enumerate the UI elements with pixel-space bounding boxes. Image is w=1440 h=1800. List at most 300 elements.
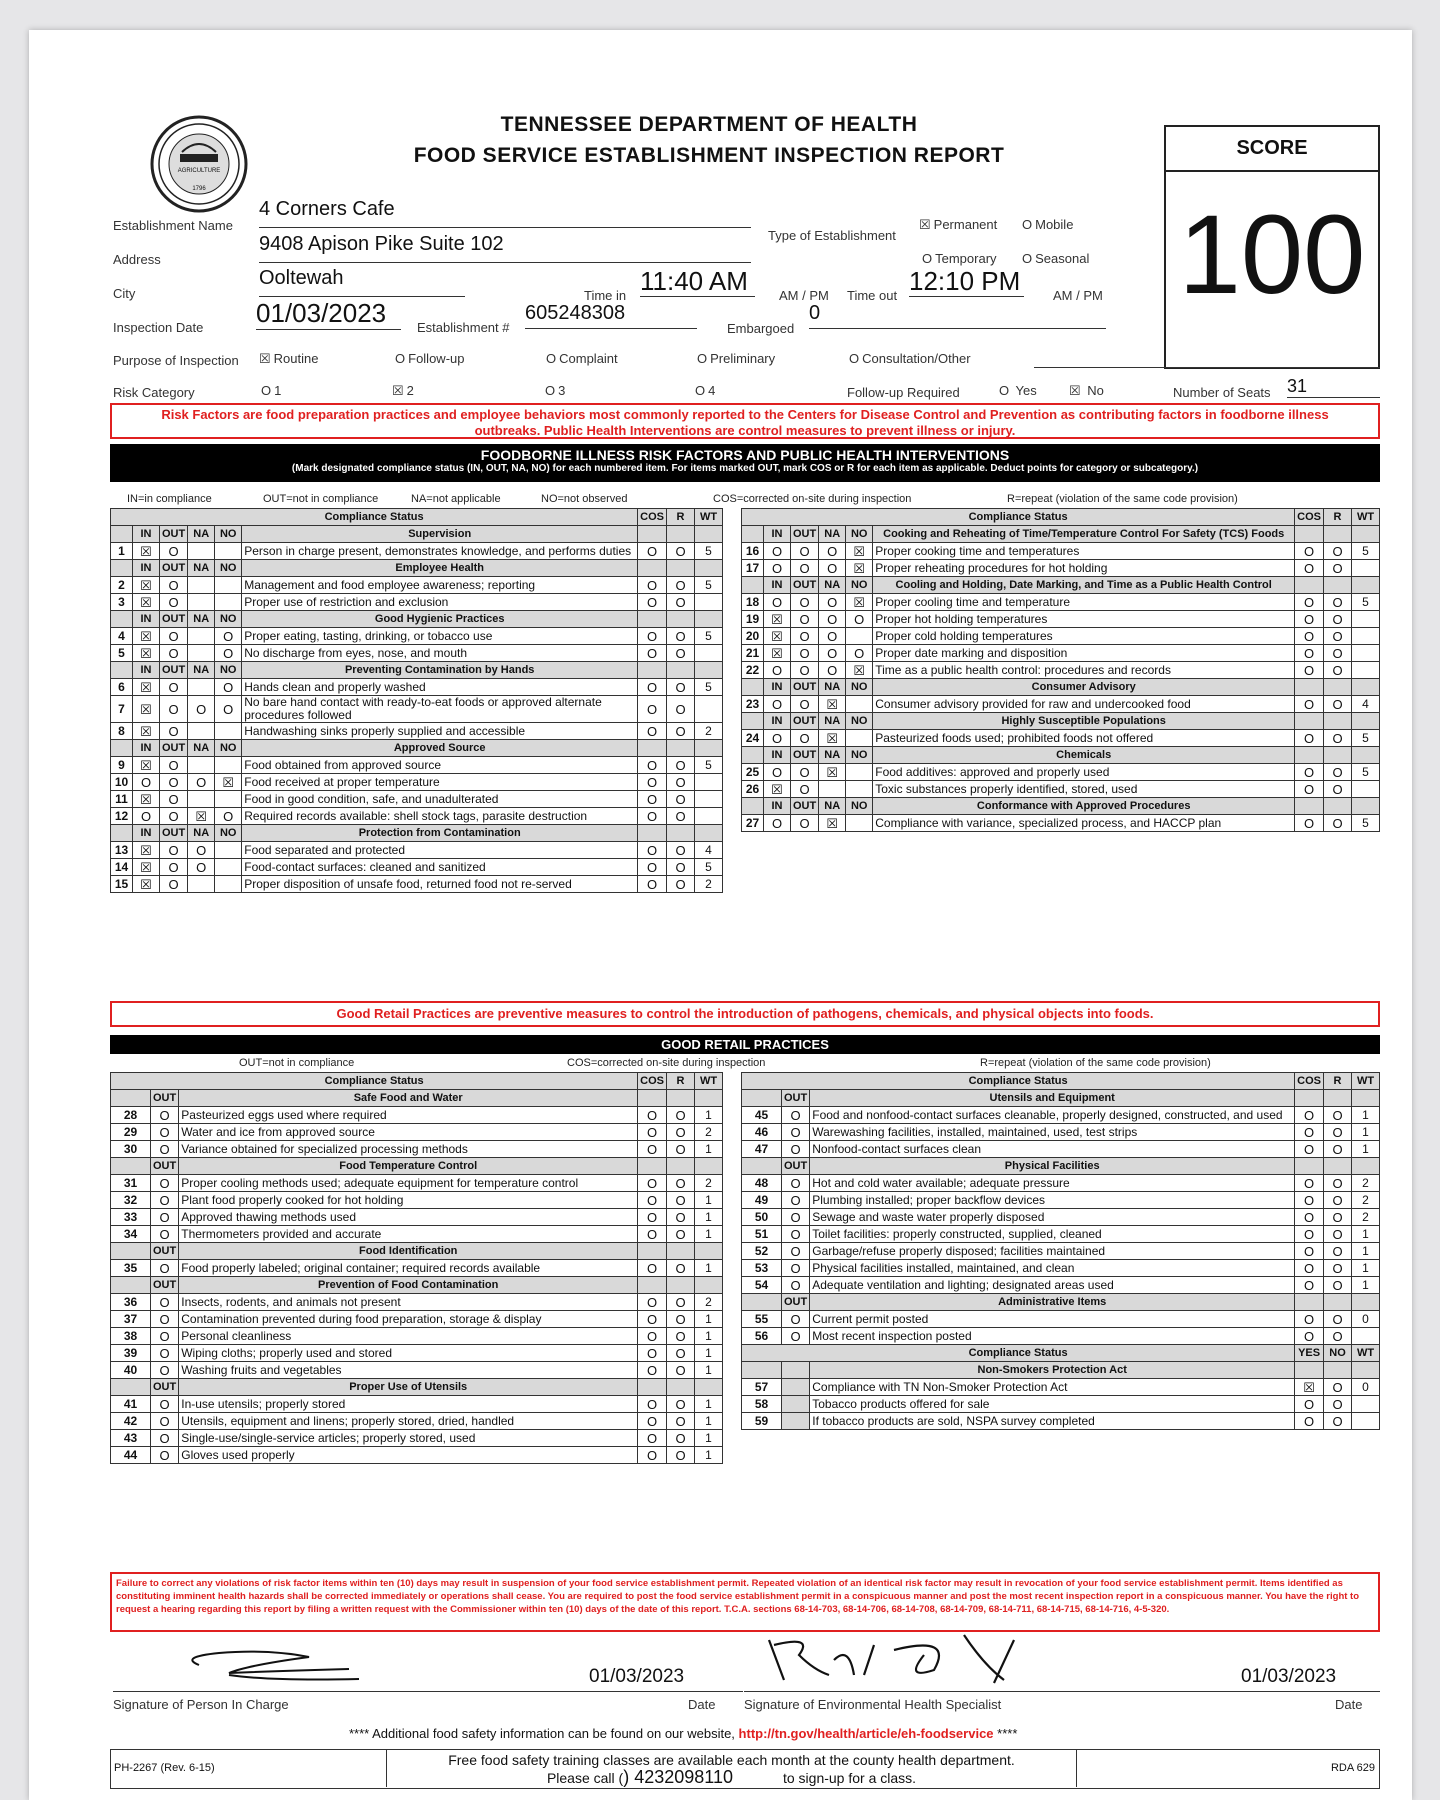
r-mark[interactable]: O	[667, 1294, 695, 1311]
status-out-mark[interactable]: O	[791, 662, 819, 679]
status-out-mark[interactable]: O	[791, 543, 819, 560]
risk-factors-banner: Risk Factors are food preparation practices and employee behaviors most commonly reported to the Centers for Disease Control and Prevention as contributing factors in foodborne illness outbreaks. Public Health Interventions are control measures to prevent illness or injury.	[110, 403, 1380, 439]
r-mark[interactable]: O	[667, 808, 695, 825]
r-mark[interactable]: O	[667, 1430, 695, 1447]
r-mark[interactable]: O	[1324, 730, 1352, 747]
status-in-mark[interactable]: O	[764, 560, 791, 577]
out-mark[interactable]: O	[151, 1107, 179, 1124]
status-out-mark[interactable]: O	[791, 696, 819, 713]
item-number: 50	[742, 1209, 782, 1226]
out-mark[interactable]: O	[151, 1260, 179, 1277]
cos-mark[interactable]: O	[1295, 1107, 1324, 1124]
status-na-mark[interactable]: ☒	[819, 696, 846, 713]
no-mark[interactable]: O	[1324, 1413, 1352, 1430]
cos-mark[interactable]: O	[638, 1413, 667, 1430]
cos-mark[interactable]: O	[638, 1311, 667, 1328]
time-out-field: 12:10 PM	[909, 266, 1024, 297]
weight: 0	[1352, 1379, 1380, 1396]
cos-mark[interactable]: O	[638, 1396, 667, 1413]
status-in-mark[interactable]: ☒	[133, 723, 160, 740]
section-title: Proper Use of Utensils	[179, 1379, 638, 1396]
r-mark[interactable]: O	[667, 1345, 695, 1362]
status-na-mark[interactable]	[188, 876, 215, 893]
r-mark[interactable]: O	[1324, 628, 1352, 645]
status-in-mark[interactable]: O	[764, 696, 791, 713]
status-no-mark[interactable]	[215, 791, 242, 808]
status-na-mark[interactable]: ☒	[819, 730, 846, 747]
status-out-mark[interactable]: O	[791, 815, 819, 832]
cos-mark[interactable]: O	[638, 594, 667, 611]
cos-mark[interactable]: O	[638, 1260, 667, 1277]
r-mark[interactable]: O	[667, 1311, 695, 1328]
cos-mark[interactable]: O	[638, 1107, 667, 1124]
out-mark[interactable]: O	[151, 1294, 179, 1311]
status-na-mark[interactable]	[188, 577, 215, 594]
cos-mark[interactable]: O	[1295, 1277, 1324, 1294]
r-mark[interactable]: O	[1324, 1328, 1352, 1345]
out-mark[interactable]: O	[151, 1209, 179, 1226]
status-in-mark[interactable]: O	[764, 764, 791, 781]
cos-mark[interactable]: O	[1295, 1209, 1324, 1226]
status-no-mark[interactable]: O	[215, 679, 242, 696]
status-out-mark[interactable]: O	[160, 628, 188, 645]
cos-mark[interactable]: O	[1295, 1260, 1324, 1277]
status-no-mark[interactable]: ☒	[215, 774, 242, 791]
r-mark[interactable]: O	[667, 723, 695, 740]
col-header: IN	[133, 526, 160, 543]
status-in-mark[interactable]: ☒	[133, 842, 160, 859]
status-no-mark[interactable]	[215, 876, 242, 893]
status-out-mark[interactable]: O	[160, 842, 188, 859]
item-number: 13	[111, 842, 133, 859]
status-out-mark[interactable]: O	[160, 679, 188, 696]
status-na-mark[interactable]: O	[819, 628, 846, 645]
cos-mark[interactable]: O	[638, 1345, 667, 1362]
status-out-mark[interactable]: O	[160, 577, 188, 594]
cos-mark[interactable]: O	[638, 859, 667, 876]
status-in-mark[interactable]: ☒	[133, 594, 160, 611]
cos-mark[interactable]: O	[1295, 662, 1324, 679]
status-in-mark[interactable]: O	[764, 543, 791, 560]
r-mark[interactable]: O	[667, 628, 695, 645]
item-row	[111, 1226, 723, 1243]
consultation-other-line	[1034, 366, 1380, 368]
cos-mark[interactable]: O	[638, 808, 667, 825]
status-no-mark[interactable]	[846, 815, 873, 832]
status-in-mark[interactable]: ☒	[133, 679, 160, 696]
status-no-mark[interactable]: ☒	[846, 594, 873, 611]
status-no-mark[interactable]	[846, 730, 873, 747]
status-na-mark[interactable]: ☒	[188, 808, 215, 825]
cos-mark[interactable]: O	[638, 757, 667, 774]
r-mark[interactable]: O	[667, 1107, 695, 1124]
status-in-mark[interactable]: O	[133, 808, 160, 825]
status-na-mark[interactable]	[188, 628, 215, 645]
r-mark[interactable]: O	[1324, 1209, 1352, 1226]
cos-mark[interactable]: O	[638, 577, 667, 594]
r-mark[interactable]: O	[667, 543, 695, 560]
r-mark[interactable]: O	[1324, 1107, 1352, 1124]
cos-mark[interactable]: O	[638, 1328, 667, 1345]
cos-mark[interactable]: O	[1295, 560, 1324, 577]
status-out-mark[interactable]: O	[160, 543, 188, 560]
status-in-mark[interactable]: ☒	[133, 628, 160, 645]
r-mark[interactable]: O	[667, 876, 695, 893]
blank	[667, 560, 695, 577]
weight: 4	[1352, 696, 1380, 713]
r-mark[interactable]: O	[1324, 1243, 1352, 1260]
item-description: Hot and cold water available; adequate pressure	[810, 1175, 1295, 1192]
blank	[638, 560, 667, 577]
cos-mark[interactable]: O	[638, 774, 667, 791]
cos-mark[interactable]: O	[1295, 611, 1324, 628]
status-na-mark[interactable]	[188, 757, 215, 774]
out-mark[interactable]: O	[782, 1141, 810, 1158]
status-in-mark[interactable]: ☒	[133, 543, 160, 560]
blank	[1324, 1294, 1352, 1311]
weight	[1352, 1413, 1380, 1430]
item-description: Plumbing installed; proper backflow devices	[810, 1192, 1295, 1209]
r-mark[interactable]: O	[1324, 1141, 1352, 1158]
status-na-mark[interactable]: ☒	[819, 764, 846, 781]
r-mark[interactable]: O	[667, 1328, 695, 1345]
r-mark[interactable]: O	[1324, 611, 1352, 628]
cos-mark[interactable]: O	[638, 1430, 667, 1447]
time-in-ampm: AM / PM	[779, 288, 829, 303]
cos-mark[interactable]: O	[1295, 764, 1324, 781]
r-mark[interactable]: O	[667, 1209, 695, 1226]
out-mark[interactable]: O	[782, 1277, 810, 1294]
cos-mark[interactable]: O	[638, 1141, 667, 1158]
status-out-mark[interactable]: O	[160, 723, 188, 740]
col-header: NO	[215, 611, 242, 628]
status-na-mark[interactable]: O	[188, 859, 215, 876]
cos-mark[interactable]: O	[638, 543, 667, 560]
out-mark[interactable]: O	[151, 1396, 179, 1413]
status-na-mark[interactable]: O	[819, 543, 846, 560]
status-no-mark[interactable]	[215, 594, 242, 611]
section-row	[111, 740, 723, 757]
out-mark[interactable]: O	[151, 1328, 179, 1345]
cos-mark[interactable]: O	[638, 679, 667, 696]
cos-mark[interactable]: O	[1295, 1311, 1324, 1328]
cos-mark[interactable]: O	[1295, 1124, 1324, 1141]
status-out-mark[interactable]: O	[160, 757, 188, 774]
r-mark[interactable]: O	[1324, 815, 1352, 832]
section-title: Preventing Contamination by Hands	[242, 662, 638, 679]
weight: 1	[1352, 1124, 1380, 1141]
r-mark[interactable]: O	[667, 1124, 695, 1141]
cos-mark[interactable]: O	[638, 628, 667, 645]
status-no-mark[interactable]	[215, 723, 242, 740]
weight: 2	[1352, 1192, 1380, 1209]
blank	[1352, 1362, 1380, 1379]
item-number: 48	[742, 1175, 782, 1192]
cos-mark[interactable]: O	[1295, 1226, 1324, 1243]
blank	[1295, 1362, 1324, 1379]
status-in-mark[interactable]: ☒	[764, 781, 791, 798]
out-mark[interactable]: O	[782, 1243, 810, 1260]
r-mark[interactable]: O	[667, 645, 695, 662]
r-mark[interactable]: O	[1324, 662, 1352, 679]
status-out-mark[interactable]: O	[791, 594, 819, 611]
out-mark[interactable]: O	[782, 1124, 810, 1141]
r-mark[interactable]: O	[1324, 1277, 1352, 1294]
status-na-mark[interactable]: O	[188, 842, 215, 859]
status-in-mark[interactable]: ☒	[133, 696, 160, 723]
status-out-mark[interactable]: O	[791, 560, 819, 577]
r-mark[interactable]: O	[1324, 594, 1352, 611]
status-no-mark[interactable]	[215, 543, 242, 560]
cos-mark[interactable]: O	[638, 696, 667, 723]
status-na-mark[interactable]	[188, 679, 215, 696]
out-mark[interactable]: O	[151, 1226, 179, 1243]
cos-mark[interactable]: O	[1295, 1192, 1324, 1209]
status-na-mark[interactable]	[188, 645, 215, 662]
cos-mark[interactable]: O	[638, 723, 667, 740]
r-mark[interactable]: O	[667, 679, 695, 696]
blank-num	[111, 611, 133, 628]
cos-mark[interactable]: O	[1295, 1175, 1324, 1192]
status-in-mark[interactable]: ☒	[133, 577, 160, 594]
cos-mark[interactable]: O	[638, 645, 667, 662]
status-in-mark[interactable]: ☒	[133, 645, 160, 662]
status-no-mark[interactable]: O	[846, 611, 873, 628]
status-na-mark[interactable]	[188, 594, 215, 611]
status-no-mark[interactable]: O	[215, 645, 242, 662]
cos-mark[interactable]: O	[638, 1447, 667, 1464]
cos-mark[interactable]: O	[1295, 594, 1324, 611]
status-in-mark[interactable]: ☒	[133, 859, 160, 876]
status-no-mark[interactable]	[846, 696, 873, 713]
r-mark[interactable]: O	[667, 774, 695, 791]
status-no-mark[interactable]: O	[215, 628, 242, 645]
col-header: OUT	[791, 526, 819, 543]
cos-mark[interactable]: O	[638, 1175, 667, 1192]
no-mark[interactable]: O	[1324, 1396, 1352, 1413]
yes-mark[interactable]: O	[1295, 1413, 1324, 1430]
r-mark[interactable]: O	[667, 594, 695, 611]
status-no-mark[interactable]	[215, 577, 242, 594]
status-na-mark[interactable]: O	[819, 611, 846, 628]
r-mark[interactable]: O	[1324, 543, 1352, 560]
status-no-mark[interactable]	[846, 628, 873, 645]
status-na-mark[interactable]: O	[188, 696, 215, 723]
out-mark[interactable]: O	[151, 1345, 179, 1362]
r-mark[interactable]: O	[1324, 1260, 1352, 1277]
cos-mark[interactable]: O	[1295, 730, 1324, 747]
cos-mark[interactable]: O	[1295, 781, 1324, 798]
weight: 1	[695, 1362, 723, 1379]
out-mark[interactable]: O	[151, 1362, 179, 1379]
status-no-mark[interactable]	[846, 764, 873, 781]
cos-mark[interactable]: O	[1295, 628, 1324, 645]
status-in-mark[interactable]: ☒	[133, 876, 160, 893]
r-mark[interactable]: O	[667, 696, 695, 723]
cos-mark[interactable]: O	[1295, 1243, 1324, 1260]
cos-mark[interactable]: O	[1295, 696, 1324, 713]
r-mark[interactable]: O	[1324, 1192, 1352, 1209]
status-out-mark[interactable]: O	[160, 791, 188, 808]
r-mark[interactable]: O	[667, 1447, 695, 1464]
cos-mark[interactable]: O	[1295, 1141, 1324, 1158]
status-out-mark[interactable]: O	[160, 774, 188, 791]
status-out-mark[interactable]: O	[160, 859, 188, 876]
cos-mark[interactable]: O	[1295, 543, 1324, 560]
status-in-mark[interactable]: O	[764, 594, 791, 611]
cos-mark[interactable]: O	[638, 1294, 667, 1311]
col-header: NA	[819, 747, 846, 764]
out-mark[interactable]: O	[782, 1260, 810, 1277]
r-mark[interactable]: O	[1324, 1124, 1352, 1141]
status-in-mark[interactable]: O	[764, 730, 791, 747]
out-mark[interactable]: O	[151, 1124, 179, 1141]
status-na-mark[interactable]: O	[819, 645, 846, 662]
status-na-mark[interactable]: O	[188, 774, 215, 791]
cos-mark[interactable]: O	[1295, 1328, 1324, 1345]
status-out-mark[interactable]: O	[791, 730, 819, 747]
out-mark[interactable]: O	[151, 1430, 179, 1447]
out-mark[interactable]: O	[151, 1175, 179, 1192]
cos-mark[interactable]: O	[638, 1124, 667, 1141]
item-row	[111, 628, 723, 645]
report-title-department: TENNESSEE DEPARTMENT OF HEALTH	[500, 113, 918, 136]
cos-mark[interactable]: O	[638, 1362, 667, 1379]
status-out-mark[interactable]: O	[160, 696, 188, 723]
status-out-mark[interactable]: O	[160, 808, 188, 825]
status-na-mark[interactable]	[188, 791, 215, 808]
status-no-mark[interactable]	[215, 842, 242, 859]
item-row	[742, 1277, 1380, 1294]
blank	[1352, 713, 1380, 730]
status-in-mark[interactable]: ☒	[764, 611, 791, 628]
out-mark[interactable]: O	[782, 1311, 810, 1328]
status-no-mark[interactable]: O	[215, 808, 242, 825]
r-mark[interactable]: O	[1324, 645, 1352, 662]
cos-mark[interactable]: O	[638, 876, 667, 893]
out-mark[interactable]: O	[782, 1226, 810, 1243]
r-mark[interactable]: O	[667, 1362, 695, 1379]
out-mark[interactable]: O	[151, 1447, 179, 1464]
out-mark[interactable]: O	[151, 1141, 179, 1158]
cos-mark[interactable]: O	[638, 1226, 667, 1243]
out-mark[interactable]: O	[782, 1209, 810, 1226]
yes-mark[interactable]: ☒	[1295, 1379, 1324, 1396]
yes-mark[interactable]: O	[1295, 1396, 1324, 1413]
out-mark[interactable]: O	[151, 1311, 179, 1328]
status-in-mark[interactable]: O	[133, 774, 160, 791]
out-header: OUT	[782, 1090, 810, 1107]
status-na-mark[interactable]	[188, 723, 215, 740]
out-mark[interactable]: O	[151, 1413, 179, 1430]
status-in-mark[interactable]: ☒	[133, 791, 160, 808]
r-mark[interactable]: O	[667, 1175, 695, 1192]
cos-mark[interactable]: O	[638, 1192, 667, 1209]
status-no-mark[interactable]: O	[215, 696, 242, 723]
cos-mark[interactable]: O	[1295, 815, 1324, 832]
r-mark[interactable]: O	[1324, 1226, 1352, 1243]
cos-mark[interactable]: O	[638, 842, 667, 859]
r-mark[interactable]: O	[667, 859, 695, 876]
no-mark[interactable]: O	[1324, 1379, 1352, 1396]
r-mark[interactable]: O	[1324, 696, 1352, 713]
r-mark[interactable]: O	[667, 1226, 695, 1243]
r-mark[interactable]: O	[667, 1192, 695, 1209]
r-mark[interactable]: O	[1324, 781, 1352, 798]
cos-mark[interactable]: O	[638, 791, 667, 808]
r-mark[interactable]: O	[667, 757, 695, 774]
status-in-mark[interactable]: ☒	[764, 628, 791, 645]
r-mark[interactable]: O	[667, 1260, 695, 1277]
status-no-mark[interactable]: ☒	[846, 560, 873, 577]
out-mark[interactable]: O	[151, 1192, 179, 1209]
status-in-mark[interactable]: ☒	[133, 757, 160, 774]
r-mark[interactable]: O	[667, 1413, 695, 1430]
status-in-mark[interactable]: O	[764, 662, 791, 679]
status-out-mark[interactable]: O	[791, 628, 819, 645]
weight: 1	[695, 1192, 723, 1209]
out-mark[interactable]: O	[782, 1328, 810, 1345]
r-mark[interactable]: O	[667, 1396, 695, 1413]
status-na-mark[interactable]	[819, 781, 846, 798]
status-no-mark[interactable]: O	[846, 645, 873, 662]
status-out-mark[interactable]: O	[791, 611, 819, 628]
blank	[667, 825, 695, 842]
section-title: Protection from Contamination	[242, 825, 638, 842]
status-out-mark[interactable]: O	[791, 764, 819, 781]
status-na-mark[interactable]: O	[819, 594, 846, 611]
status-in-mark[interactable]: ☒	[764, 645, 791, 662]
cos-mark[interactable]: O	[638, 1209, 667, 1226]
cos-mark[interactable]: O	[1295, 645, 1324, 662]
out-mark[interactable]: O	[782, 1175, 810, 1192]
item-description: Proper date marking and disposition	[873, 645, 1295, 662]
status-na-mark[interactable]: O	[819, 662, 846, 679]
status-out-mark[interactable]: O	[160, 594, 188, 611]
out-mark[interactable]: O	[782, 1192, 810, 1209]
status-no-mark[interactable]	[846, 781, 873, 798]
r-mark[interactable]: O	[667, 1141, 695, 1158]
status-out-mark[interactable]: O	[791, 645, 819, 662]
status-out-mark[interactable]: O	[160, 645, 188, 662]
no-header: NO	[1324, 1345, 1352, 1362]
r-mark[interactable]: O	[1324, 1311, 1352, 1328]
status-no-mark[interactable]: ☒	[846, 543, 873, 560]
status-no-mark[interactable]	[215, 859, 242, 876]
status-na-mark[interactable]: O	[819, 560, 846, 577]
r-mark[interactable]: O	[1324, 764, 1352, 781]
status-out-mark[interactable]: O	[791, 781, 819, 798]
item-number: 14	[111, 859, 133, 876]
weight: 1	[1352, 1260, 1380, 1277]
r-mark[interactable]: O	[667, 577, 695, 594]
item-description: Toxic substances properly identified, stored, used	[873, 781, 1295, 798]
r-mark[interactable]: O	[667, 791, 695, 808]
status-in-mark[interactable]: O	[764, 815, 791, 832]
status-no-mark[interactable]: ☒	[846, 662, 873, 679]
status-no-mark[interactable]	[215, 757, 242, 774]
status-na-mark[interactable]	[188, 543, 215, 560]
r-mark[interactable]: O	[1324, 1175, 1352, 1192]
r-mark[interactable]: O	[667, 842, 695, 859]
col-header: NO	[215, 526, 242, 543]
item-row	[742, 560, 1380, 577]
status-na-mark[interactable]: ☒	[819, 815, 846, 832]
out-mark[interactable]: O	[782, 1107, 810, 1124]
status-out-mark[interactable]: O	[160, 876, 188, 893]
website-link[interactable]: http://tn.gov/health/article/eh-foodservice	[738, 1726, 994, 1741]
r-mark[interactable]: O	[1324, 560, 1352, 577]
